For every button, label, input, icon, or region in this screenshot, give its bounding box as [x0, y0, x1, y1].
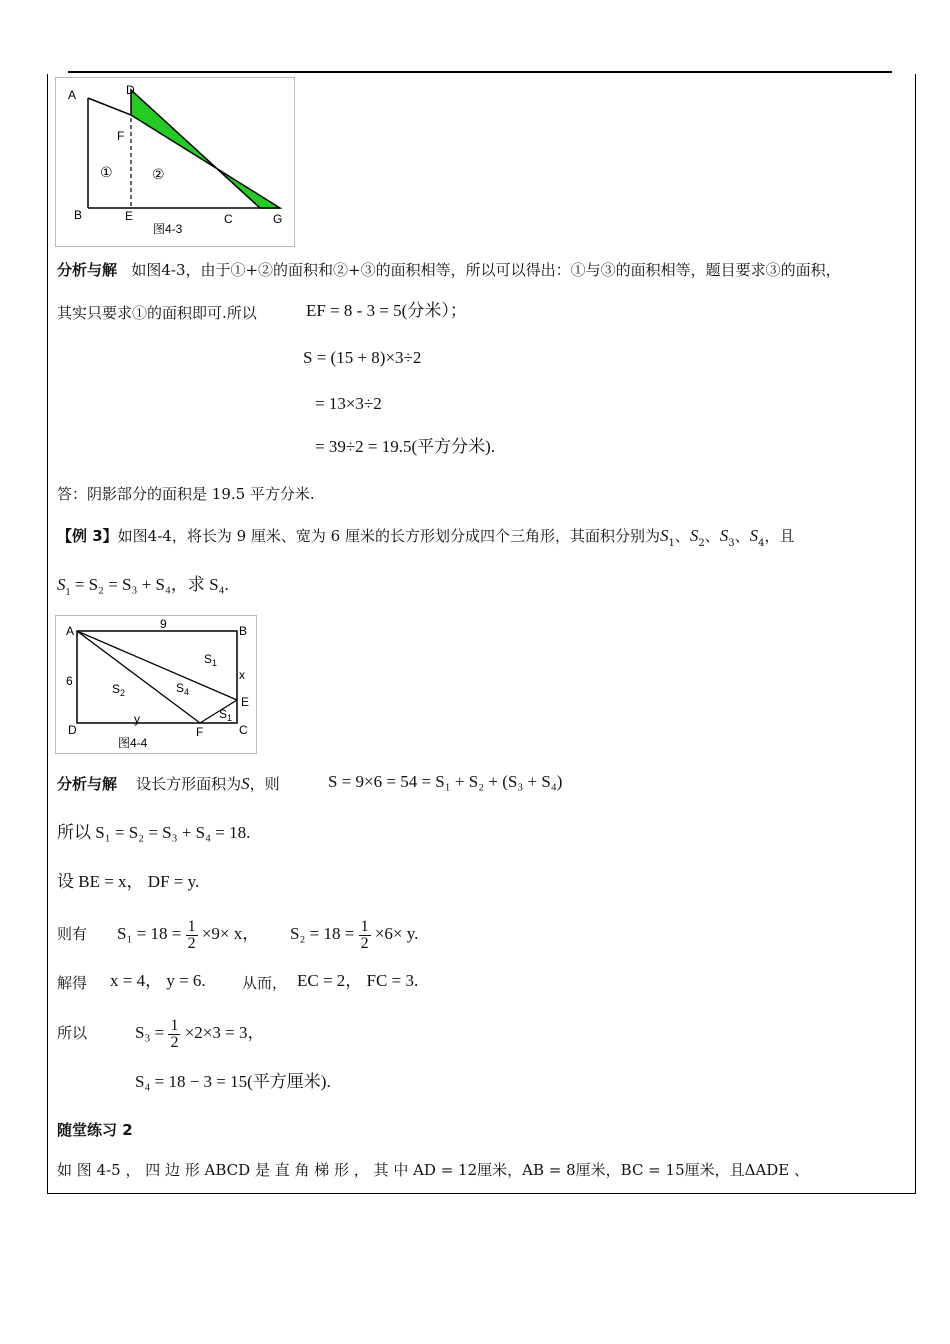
label-y: y — [134, 712, 140, 726]
label-s1: $S_1$ — [204, 652, 218, 668]
figure-4-3 — [55, 77, 295, 247]
header-rule — [68, 71, 892, 73]
label-c: C — [239, 723, 248, 737]
label-x: x — [239, 668, 245, 682]
equation-s3: S₃ = $\frac{1}{2}$ ×2×3 = 3， — [135, 1016, 265, 1051]
equation-s4: S₄ = 18 − 3 = 15(平方厘米). — [135, 1072, 331, 1091]
label-b: B — [239, 624, 248, 638]
equation-s-1: S = (15 + 8)×3÷2 — [303, 348, 422, 367]
analysis-text-1: 如图4-3，由于①+②的面积和②+③的面积相等，所以可以得出：①与③的面积相等，题目要求③的面积， — [131, 261, 841, 279]
figure-4-3-caption: 图4-3 — [153, 222, 183, 236]
analysis2-line-5-label: 解得 — [57, 974, 88, 992]
label-g: G — [273, 212, 283, 226]
analysis2-line-1: 分析与解 设长方形面积为S，则 — [57, 774, 280, 793]
figure-4-4-drawing — [56, 616, 256, 753]
analysis-line-2: 其实只要求①的面积即可.所以 — [57, 304, 257, 322]
example-3-text: 如图4-4，将长为 9 厘米、宽为 6 厘米的长方形划分成四个三角形，其面积分别为 — [117, 527, 660, 545]
figure-4-4-caption: 图4-4 — [118, 736, 148, 750]
label-f: F — [196, 725, 204, 739]
label-d: D — [126, 83, 135, 97]
figure-4-4 — [55, 615, 257, 754]
analysis2-line-5-thus: 从而， — [242, 974, 288, 992]
equation-s-2: = 13×3÷2 — [315, 394, 382, 413]
label-s4: $S_4$ — [176, 681, 190, 697]
equation-s-3: = 39÷2 = 19.5(平方分米). — [315, 437, 496, 456]
example-3-label: 【例 3】 — [57, 527, 118, 545]
shaded-region — [131, 90, 280, 208]
analysis2-heading: 分析与解 — [57, 775, 118, 793]
analysis2-line-4-label: 则有 — [57, 925, 88, 943]
analysis-heading: 分析与解 — [57, 261, 118, 279]
label-s1-corner: $S_1$ — [219, 707, 233, 723]
label-6: 6 — [66, 674, 73, 688]
analysis2-line-3: 设 BE = x， DF = y. — [57, 872, 200, 891]
equation-ef: EF = 8 - 3 = 5(分米）； — [306, 301, 467, 320]
label-d: D — [68, 723, 77, 737]
answer-line: 答：阴影部分的面积是 19.5 平方分米. — [57, 485, 315, 503]
label-c: C — [224, 212, 233, 226]
analysis2-line-2: 所以 S₁ = S₂ = S₃ + S₄ = 18. — [57, 823, 251, 842]
solution-xy: x = 4， y = 6. — [110, 971, 206, 990]
region-2-label: ② — [152, 166, 165, 182]
practice-heading: 随堂练习 2 — [57, 1121, 133, 1139]
example-3-line-2: $S_1 = S_2 = S_3 + S_4$，求 S₄. — [57, 575, 229, 598]
region-1-label: ① — [100, 164, 113, 180]
equation-s1: S₁ = 18 = $\frac{1}{2}$ ×9× x， — [117, 917, 260, 952]
label-a: A — [68, 88, 77, 102]
equation-area-sum: S = 9×6 = 54 = S₁ + S₂ + (S₃ + S₄) — [328, 772, 563, 791]
example-3-line-1: 【例 3】如图4-4，将长为 9 厘米、宽为 6 厘米的长方形划分成四个三角形，其面积分别为$S_1$、$S_2$、$S_3$、$S_4$，且 — [57, 526, 795, 549]
equation-s2: S₂ = 18 = $\frac{1}{2}$ ×6× y. — [290, 917, 419, 952]
practice-text: 如 图 4-5 ， 四 边 形 ABCD 是 直 角 梯 形 ， 其 中 AD = 12厘米，AB = 8厘米，BC = 15厘米，且ΔADE 、 — [57, 1161, 810, 1179]
solution-ec-fc: EC = 2， FC = 3. — [297, 971, 419, 990]
label-b: B — [74, 208, 83, 222]
figure-4-3-drawing — [56, 78, 294, 246]
analysis-line-1 — [57, 260, 841, 280]
label-e: E — [241, 695, 250, 709]
label-a: A — [66, 624, 75, 638]
label-s2: $S_2$ — [112, 682, 126, 698]
label-e: E — [125, 209, 134, 223]
label-f: F — [117, 129, 125, 143]
label-9: 9 — [160, 617, 167, 631]
analysis2-line-6-label: 所以 — [57, 1024, 88, 1042]
